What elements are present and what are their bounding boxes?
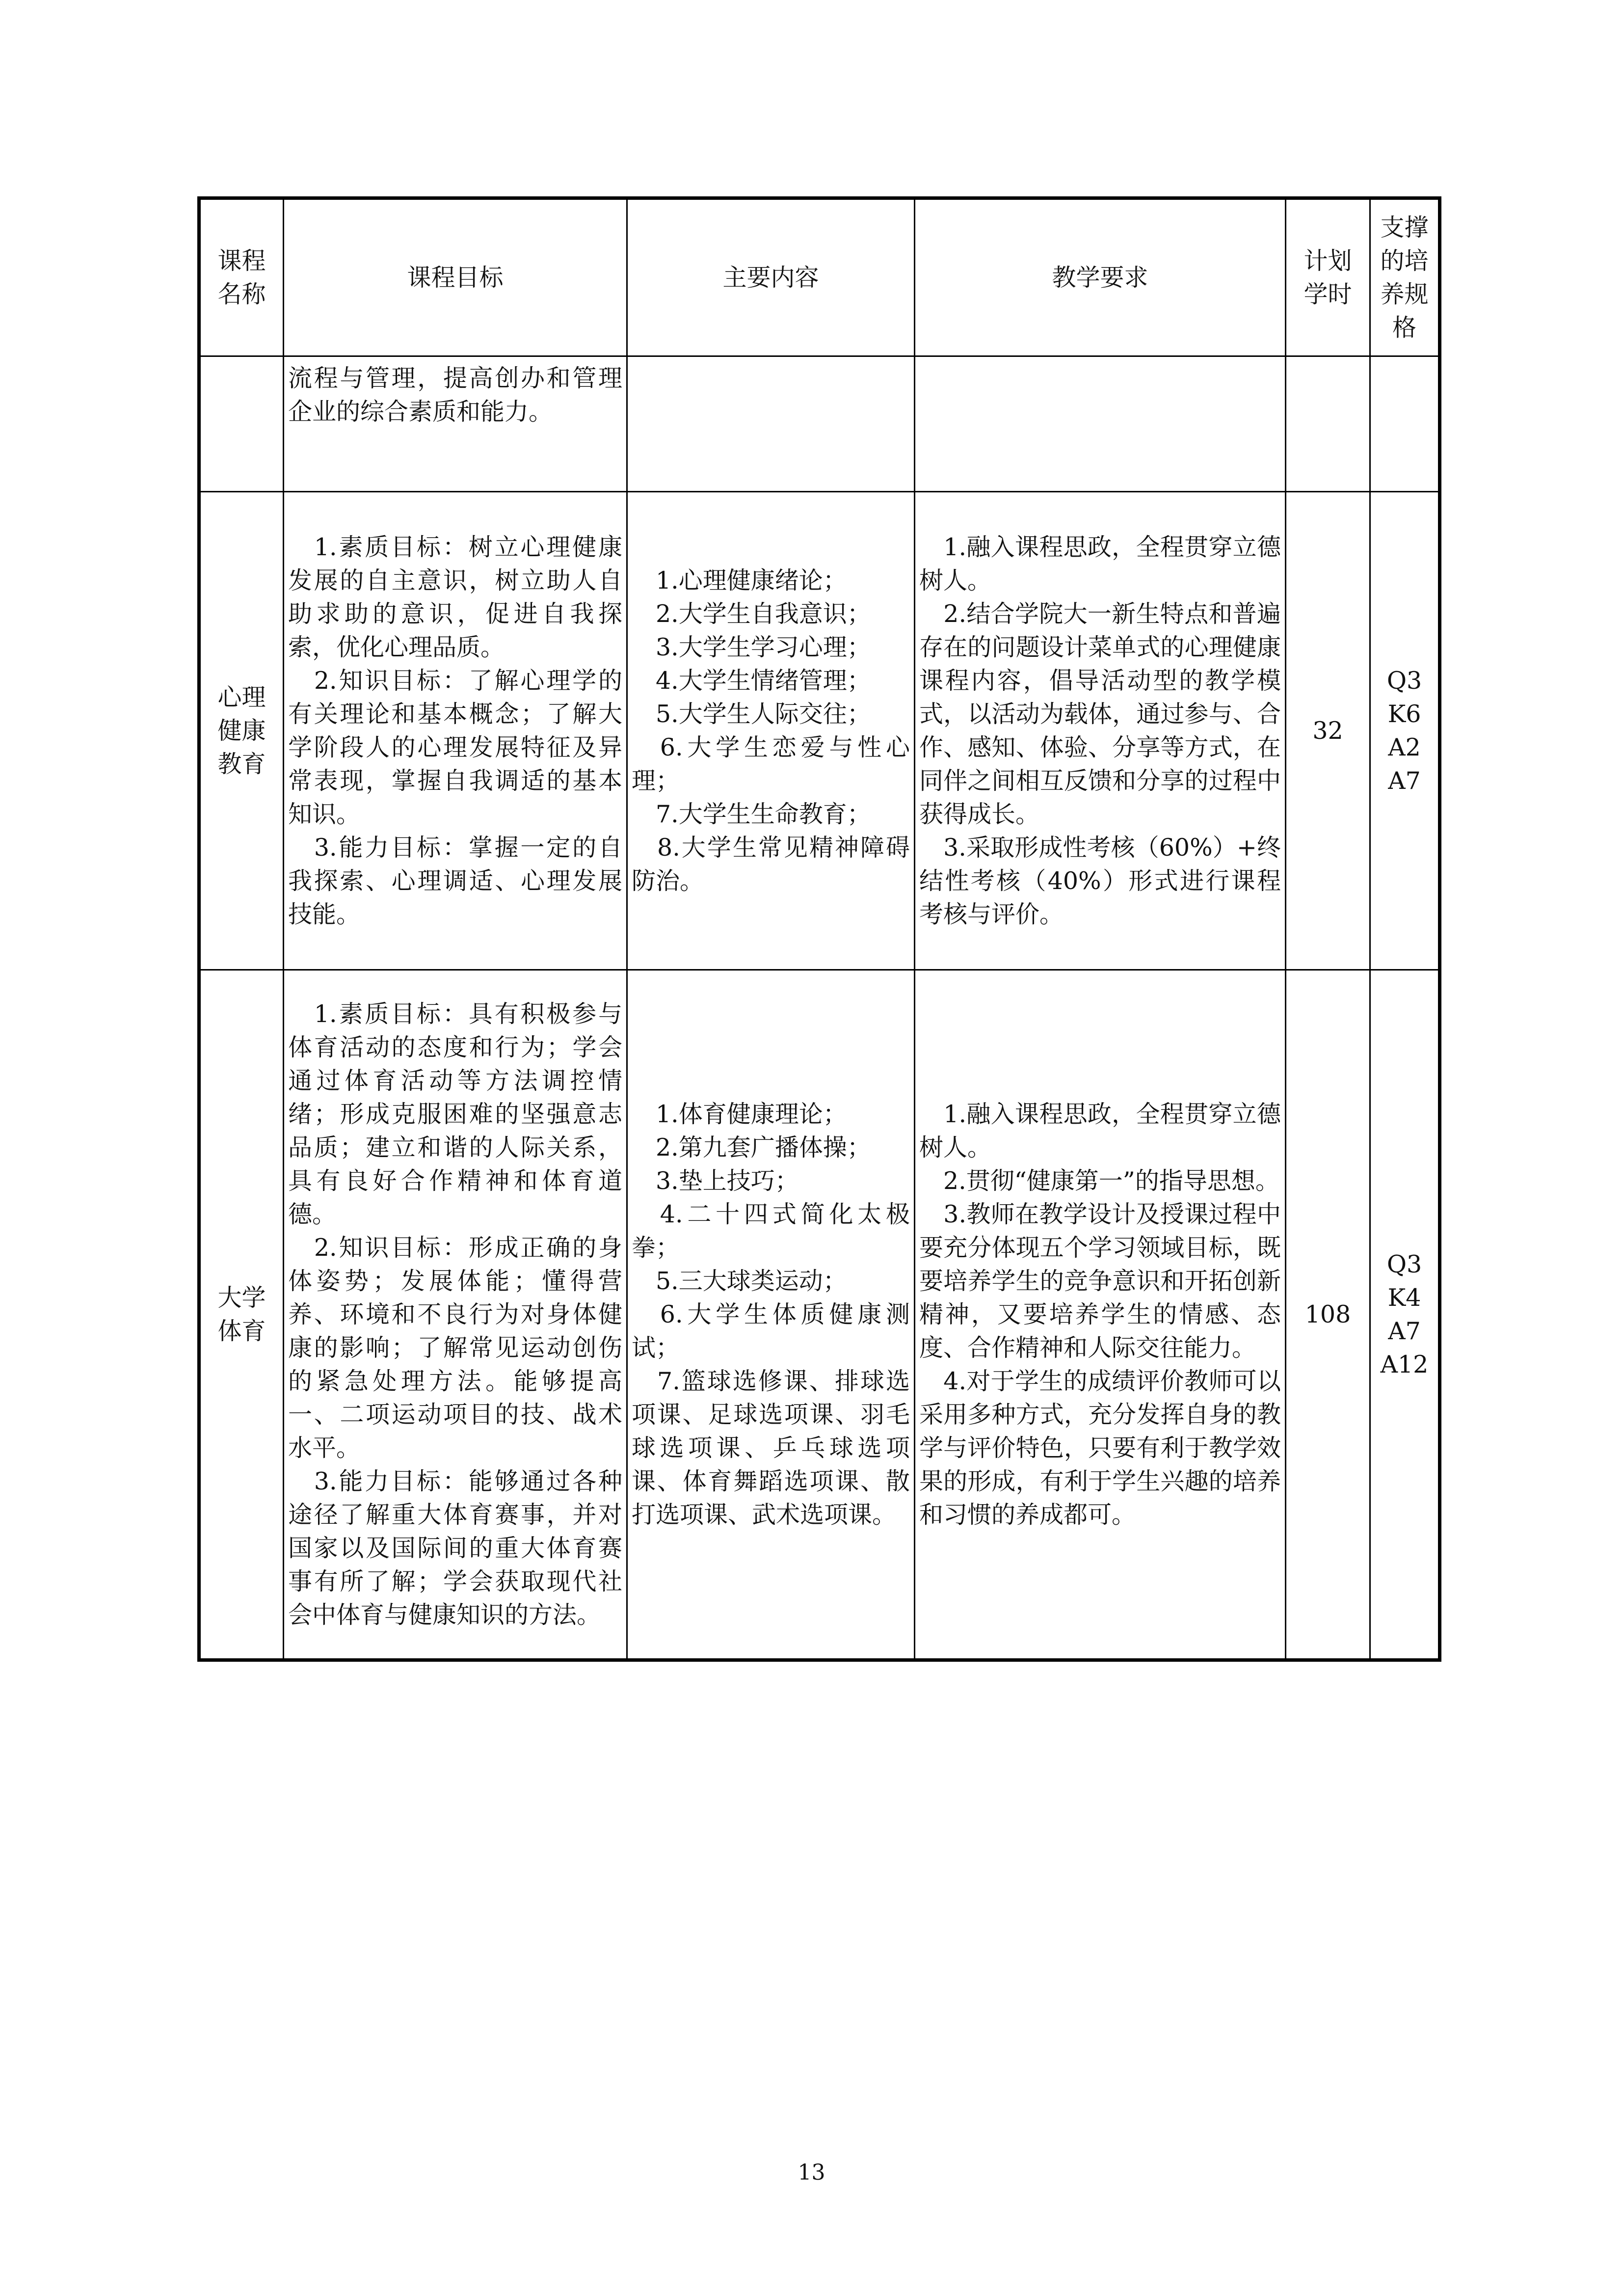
header-row	[199, 198, 1440, 356]
course-name-cell	[199, 492, 284, 970]
cell-paragraph: 4.大学生情绪管理；	[632, 666, 871, 695]
cell-paragraph: 6.大学生恋爱与性心理；	[632, 733, 910, 795]
planned-hours-cell	[1286, 356, 1370, 492]
cell-paragraph: 1.融入课程思政，全程贯穿立德树人。	[919, 533, 1281, 594]
main-content-cell	[627, 492, 915, 970]
cell-paragraph: 2.第九套广播体操；	[632, 1133, 871, 1162]
header-course-name: 课程 名称	[199, 198, 284, 356]
cell-paragraph: 7.大学生生命教育；	[632, 800, 871, 828]
course-name: 心理 健康 教育	[217, 683, 266, 778]
cell-paragraph: 5.三大球类运动；	[632, 1267, 847, 1295]
teaching-requirements-cell	[915, 492, 1286, 970]
cell-paragraph: 2.结合学院大一新生特点和普遍存在的问题设计菜单式的心理健康课程内容，倡导活动型的教学模式，以活动为载体，通过参与、合作、感知、体验、分享等方式，在同伴之间相互反馈和分享的过程中获得成长。	[919, 599, 1281, 828]
cell-paragraph: 2.大学生自我意识；	[632, 599, 871, 628]
cell-paragraph: 1.体育健康理论；	[632, 1100, 847, 1128]
cell-paragraph: 4.二十四式简化太极拳；	[632, 1200, 910, 1262]
page-number: 13	[798, 2160, 825, 2185]
main-content-cell	[627, 970, 915, 1660]
planned-hours: 108	[1304, 1300, 1351, 1328]
cell-paragraph: 3.垫上技巧；	[632, 1166, 799, 1195]
cell-paragraph: 1.心理健康绪论；	[632, 566, 847, 594]
teaching-requirements-cell	[915, 970, 1286, 1660]
supported-specs-cell	[1370, 356, 1440, 492]
course-name-cell	[199, 356, 284, 492]
header-course-goal: 课程目标	[284, 198, 627, 356]
header-main-content: 主要内容	[627, 198, 915, 356]
cell-paragraph: 3.大学生学习心理；	[632, 633, 871, 661]
header-supported-specs: 支撑 的培 养规 格	[1370, 198, 1440, 356]
cell-paragraph: 1.素质目标：树立心理健康发展的自主意识，树立助人自助求助的意识，促进自我探索，优化心理品质。	[288, 533, 622, 661]
course-name-cell	[199, 970, 284, 1660]
cell-paragraph: 1.融入课程思政，全程贯穿立德树人。	[919, 1100, 1281, 1162]
cell-paragraph: 6.大学生体质健康测试；	[632, 1300, 910, 1362]
cell-paragraph: 2.知识目标：形成正确的身体姿势；发展体能；懂得营养、环境和不良行为对身体健康的影响；了解常见运动创伤的紧急处理方法。能够提高一、二项运动项目的技、战术水平。	[288, 1233, 622, 1462]
course-goal-cell	[284, 492, 627, 970]
main-content-cell	[627, 356, 915, 492]
cell-paragraph: 5.大学生人际交往；	[632, 700, 871, 728]
planned-hours-cell	[1286, 492, 1370, 970]
curriculum-table	[197, 196, 1441, 1662]
course-name: 大学 体育	[217, 1283, 266, 1345]
planned-hours: 32	[1312, 716, 1343, 745]
planned-hours-cell	[1286, 970, 1370, 1660]
cell-paragraph: 2.知识目标：了解心理学的有关理论和基本概念；了解大学阶段人的心理发展特征及异常表现，掌握自我调适的基本知识。	[288, 666, 622, 828]
header-teaching-requirements: 教学要求	[915, 198, 1286, 356]
cell-paragraph: 3.教师在教学设计及授课过程中要充分体现五个学习领域目标，既要培养学生的竞争意识和开拓创新精神，又要培养学生的情感、态度、合作精神和人际交往能力。	[919, 1200, 1281, 1362]
cell-paragraph: 3.采取形成性考核（60%）+终结性考核（40%）形式进行课程考核与评价。	[919, 833, 1281, 928]
cell-paragraph: 8.大学生常见精神障碍防治。	[632, 833, 910, 895]
table-row	[199, 970, 1440, 1660]
cell-paragraph: 3.能力目标：能够通过各种途径了解重大体育赛事，并对国家以及国际间的重大体育赛事有所了解；学会获取现代社会中体育与健康知识的方法。	[288, 1467, 622, 1629]
cell-paragraph: 流程与管理，提高创办和管理企业的综合素质和能力。	[288, 364, 622, 426]
supported-specs-cell	[1370, 970, 1440, 1660]
cell-paragraph: 7.篮球选修课、排球选项课、足球选项课、羽毛球选项课、乒乓球选项课、体育舞蹈选项课、散打选项课、武术选项课。	[632, 1367, 910, 1529]
cell-paragraph: 1.素质目标：具有积极参与体育活动的态度和行为；学会通过体育活动等方法调控情绪；形成克服困难的坚强意志品质；建立和谐的人际关系，具有良好合作精神和体育道德。	[288, 999, 622, 1228]
teaching-requirements-cell	[915, 356, 1286, 492]
course-goal-cell	[284, 356, 627, 492]
course-goal-cell	[284, 970, 627, 1660]
cell-paragraph: 3.能力目标：掌握一定的自我探索、心理调适、心理发展技能。	[288, 833, 622, 928]
header-planned-hours: 计划 学时	[1286, 198, 1370, 356]
table-row	[199, 492, 1440, 970]
supported-specs: Q3 K6 A2 A7	[1386, 666, 1422, 795]
supported-specs: Q3 K4 A7 A12	[1380, 1250, 1429, 1378]
cell-paragraph: 2.贯彻“健康第一”的指导思想。	[919, 1166, 1279, 1195]
supported-specs-cell	[1370, 492, 1440, 970]
table-row	[199, 356, 1440, 492]
cell-paragraph: 4.对于学生的成绩评价教师可以采用多种方式，充分发挥自身的教学与评价特色，只要有利于教学效果的形成，有利于学生兴趣的培养和习惯的养成都可。	[919, 1367, 1281, 1529]
